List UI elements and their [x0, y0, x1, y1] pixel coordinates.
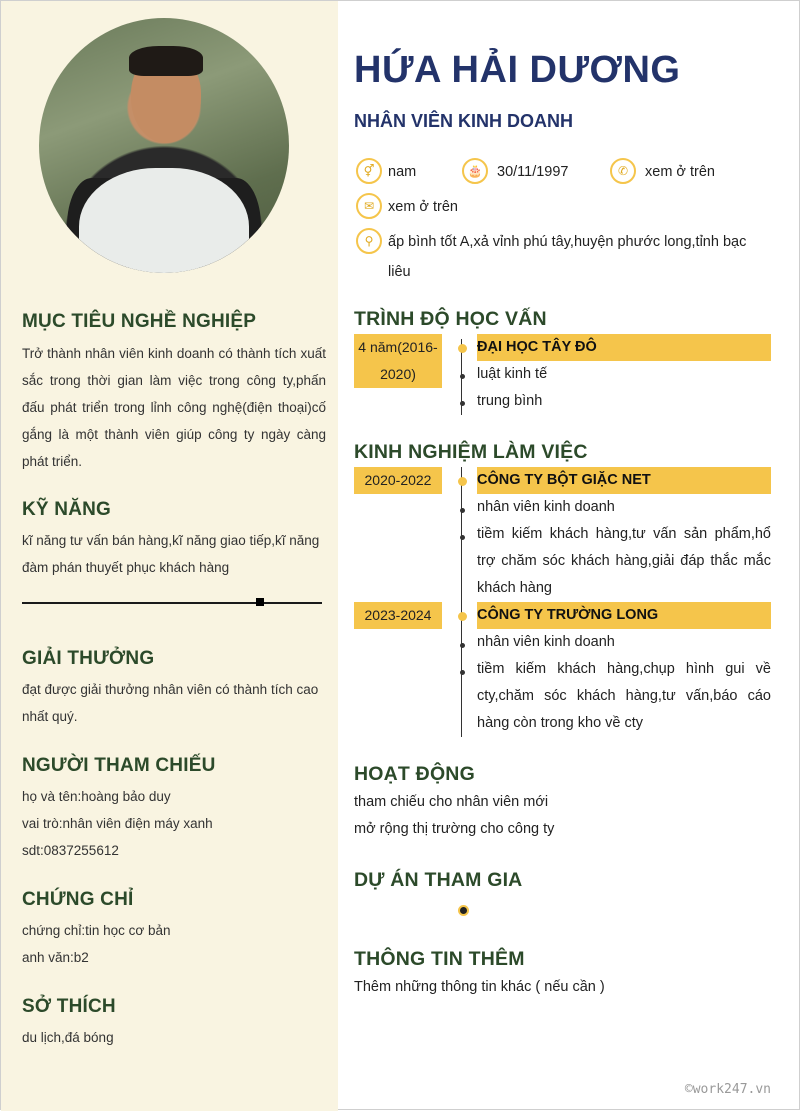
phone-icon: ✆ [610, 158, 636, 184]
candidate-position: NHÂN VIÊN KINH DOANH [354, 111, 574, 131]
education-school: ĐẠI HỌC TÂY ĐÔ [477, 334, 771, 361]
education-date-line-2: 2020) [380, 366, 416, 382]
sidebar [1, 1, 338, 1111]
reference-role: vai trò:nhân viên điện máy xanh [22, 816, 213, 831]
avatar-shirt [79, 168, 249, 273]
gender-value: nam [388, 164, 417, 180]
projects-timeline-dot [458, 905, 469, 916]
education-grade: trung bình [477, 393, 543, 409]
experience-timeline-dot [458, 477, 467, 486]
skills-title: KỸ NĂNG [22, 499, 112, 520]
hobbies-text: du lịch,đá bóng [22, 1030, 114, 1045]
birthday-value: 30/11/1997 [497, 164, 569, 180]
email-value: xem ở trên [388, 199, 458, 215]
job-description: tiềm kiếm khách hàng,chụp hình gui về cty,chăm sóc khách hàng,tư vấn,báo cáo hàng còn trong kho về cty [477, 661, 771, 731]
gender-icon: ⚥ [356, 158, 382, 184]
envelope-icon: ✉ [356, 193, 382, 219]
timeline-bullet [460, 401, 465, 406]
activity-item: tham chiếu cho nhân viên mới [354, 794, 549, 810]
timeline-bullet [460, 374, 465, 379]
education-major: luật kinh tế [477, 366, 548, 382]
job-role: nhân viên kinh doanh [477, 634, 615, 650]
watermark: ©work247.vn [684, 1082, 771, 1097]
avatar [39, 18, 289, 273]
experience-title: KINH NGHIỆM LÀM VIỆC [354, 441, 588, 463]
education-date-line-1: 4 năm(2016- [358, 339, 438, 355]
timeline-bullet [460, 535, 465, 540]
education-title: TRÌNH ĐỘ HỌC VẤN [354, 308, 547, 330]
map-pin-icon: ⚲ [356, 228, 382, 254]
address-line-2: liêu [388, 264, 411, 280]
hobbies-title: SỞ THÍCH [22, 996, 116, 1017]
timeline-bullet [460, 643, 465, 648]
extra-info-text: Thêm những thông tin khác ( nếu cần ) [354, 979, 605, 995]
certificate-item: chứng chỉ:tin học cơ bản [22, 923, 171, 938]
timeline-bullet [460, 508, 465, 513]
projects-title: DỰ ÁN THAM GIA [354, 869, 523, 891]
timeline-bullet [460, 670, 465, 675]
certificates-title: CHỨNG CHỈ [22, 889, 134, 910]
reference-name: họ và tên:hoàng bảo duy [22, 789, 171, 804]
objective-title: MỤC TIÊU NGHỀ NGHIỆP [22, 311, 257, 332]
job-period: 2023-2024 [354, 602, 442, 629]
awards-title: GIẢI THƯỞNG [22, 648, 155, 669]
job-company: CÔNG TY BỘT GIẶC NET [477, 467, 771, 494]
extra-info-title: THÔNG TIN THÊM [354, 948, 525, 970]
skills-text: kĩ năng tư vấn bán hàng,kĩ năng giao tiếp,kĩ năng đàm phán thuyết phục khách hàng [22, 533, 320, 575]
address-line-1: ấp bình tốt A,xả vỉnh phú tây,huyện phước long,tỉnh bạc [388, 234, 747, 250]
job-company: CÔNG TY TRƯỜNG LONG [477, 602, 771, 629]
skill-level-knob [256, 598, 264, 606]
reference-phone: sdt:0837255612 [22, 843, 119, 858]
experience-timeline-dot [458, 612, 467, 621]
activity-item: mở rộng thị trường cho công ty [354, 821, 555, 837]
activities-title: HOẠT ĐỘNG [354, 763, 475, 785]
candidate-name: HỨA HẢI DƯƠNG [354, 49, 681, 91]
job-description: tiềm kiếm khách hàng,tư vấn sản phẩm,hổ trợ chăm sóc khách hàng,giải đáp thắc mắc khách hàng [477, 526, 771, 596]
avatar-hair [129, 46, 203, 76]
cake-icon: 🎂 [462, 158, 488, 184]
references-title: NGƯỜI THAM CHIẾU [22, 755, 216, 776]
education-date [354, 334, 442, 388]
awards-text: đạt được giải thưởng nhân viên có thành tích cao nhất quý. [22, 682, 319, 724]
job-period: 2020-2022 [354, 467, 442, 494]
objective-text: Trở thành nhân viên kinh doanh có thành tích xuất sắc trong thời gian làm việc trong công ty,phấn đấu phát triển trong lỉnh công nghệ(điện thoại)cố gắng là một thành viên giúp công ty ngày càng phát triển. [22, 346, 326, 469]
education-timeline-dot [458, 344, 467, 353]
skill-level-bar [22, 602, 322, 604]
phone-value: xem ở trên [645, 164, 715, 180]
job-role: nhân viên kinh doanh [477, 499, 615, 515]
certificate-item: anh văn:b2 [22, 950, 89, 965]
